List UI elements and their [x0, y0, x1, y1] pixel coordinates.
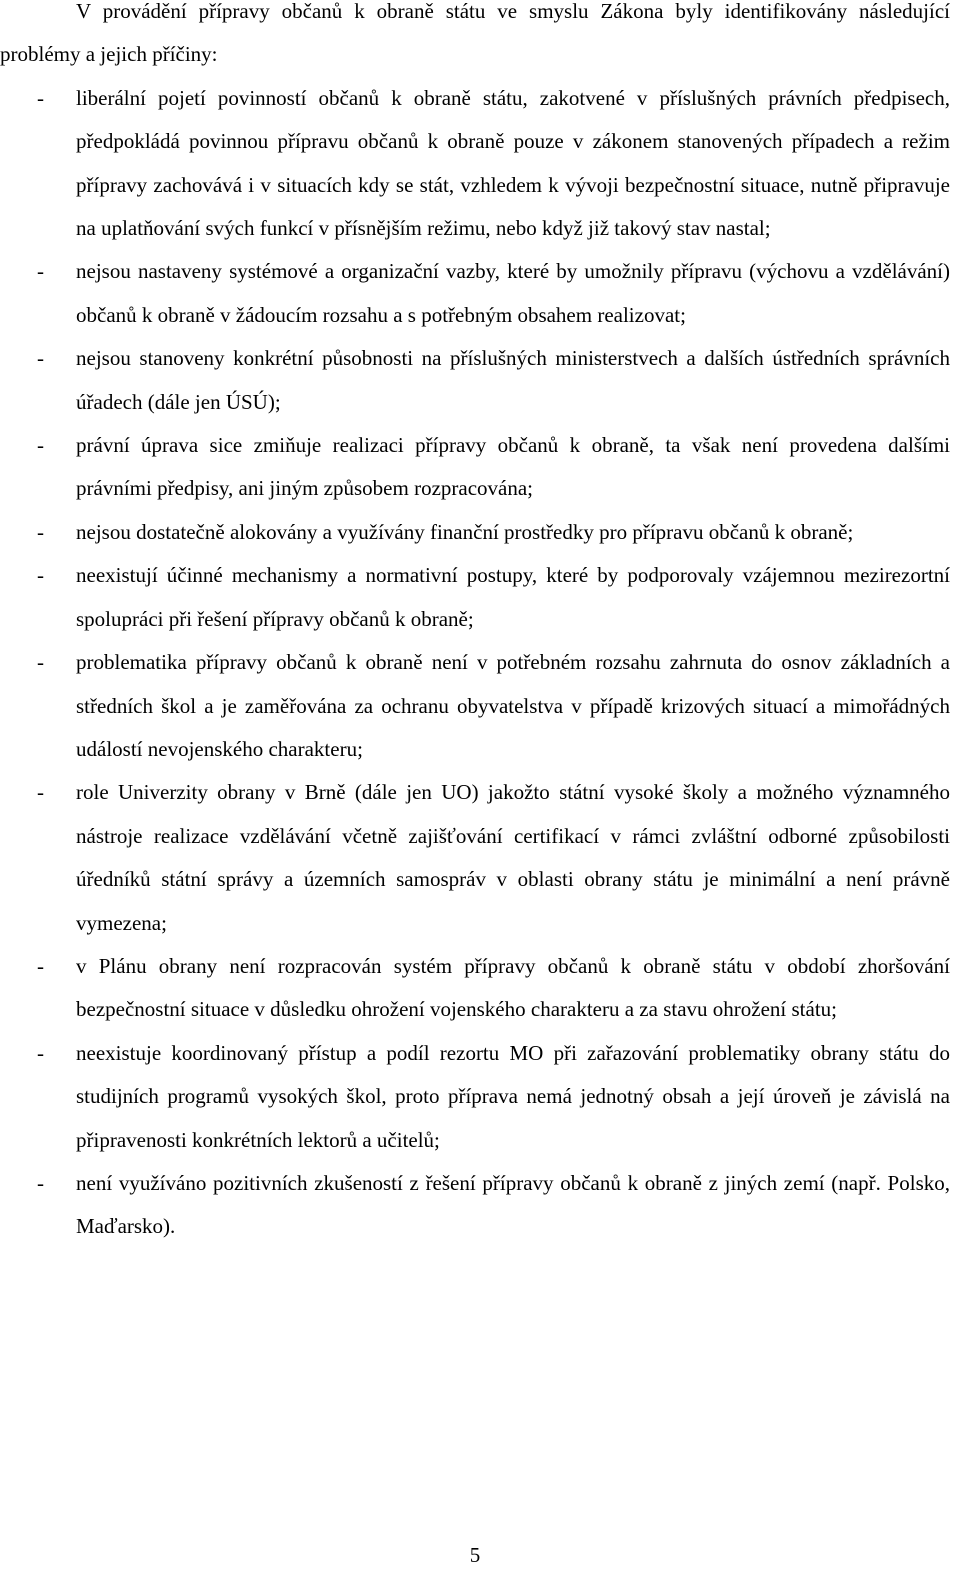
list-bullet: -	[37, 519, 44, 544]
list-bullet: -	[37, 85, 44, 110]
list-item-text: neexistují účinné mechanismy a normativní postupy, které by podporovaly vzájemnou mezirezortní spolupráci při řešení přípravy občanů k obraně;	[76, 563, 950, 631]
list-item	[0, 337, 950, 424]
list-item	[0, 1032, 950, 1162]
list-item	[0, 511, 950, 554]
list-item-text: neexistuje koordinovaný přístup a podíl rezortu MO při zařazování problematiky obrany státu do studijních programů vysokých škol, proto příprava nemá jednotný obsah a její úroveň je závislá na připravenosti konkrétních lektorů a učitelů;	[76, 1040, 950, 1152]
list-bullet: -	[37, 1040, 44, 1065]
list-item-text: není využíváno pozitivních zkušeností z řešení přípravy občanů k obraně z jiných zemí (např. Polsko, Maďarsko).	[76, 1170, 950, 1239]
list-item	[0, 945, 950, 1032]
list-bullet: -	[37, 650, 44, 675]
list-item	[0, 641, 950, 771]
list-item-text: problematika přípravy občanů k obraně není v potřebném rozsahu zahrnuta do osnov základních a středních škol a je zaměřována za ochranu obyvatelstva v případě krizových situací a mimořádných událostí nevojenského charakteru;	[76, 650, 950, 761]
list-bullet: -	[37, 780, 44, 805]
list-item-text: v Plánu obrany není rozpracován systém přípravy občanů k obraně státu v období zhoršování bezpečnostní situace v důsledku ohrožení vojenského charakteru a za stavu ohrožení státu;	[76, 953, 950, 1022]
list-item	[0, 771, 950, 945]
list-item	[0, 424, 950, 511]
list-item-text: nejsou dostatečně alokovány a využívány finanční prostředky pro přípravu občanů k obraně;	[76, 519, 854, 544]
list-bullet: -	[37, 563, 44, 588]
list-item-text: nejsou stanoveny konkrétní působnosti na příslušných ministerstvech a dalších ústředních správních úřadech (dále jen ÚSÚ);	[76, 346, 950, 414]
list-item-text: právní úprava sice zmiňuje realizaci přípravy občanů k obraně, ta však není provedena dalšími právními předpisy, ani jiným způsobem rozpracována;	[76, 433, 950, 501]
list-item	[0, 1162, 950, 1249]
list-item-text: role Univerzity obrany v Brně (dále jen UO) jakožto státní vysoké školy a možného významného nástroje realizace vzdělávání včetně zajišťování certifikací v rámci zvláštní odborné způsobilosti úředníků státní správy a územních samospráv v oblasti obrany státu je minimální a není právně vymezena;	[76, 780, 950, 935]
page-number: 5	[469, 1543, 481, 1567]
list-item	[0, 77, 950, 251]
intro-paragraph: V provádění přípravy občanů k obraně státu ve smyslu Zákona byly identifikovány následující problémy a jejich příčiny:	[0, 0, 950, 67]
list-bullet: -	[37, 346, 44, 371]
list-item-text: nejsou nastaveny systémové a organizační vazby, které by umožnily přípravu (výchovu a vzdělávání) občanů k obraně v žádoucím rozsahu a s potřebným obsahem realizovat;	[76, 259, 950, 327]
list-item	[0, 554, 950, 641]
list-bullet: -	[37, 259, 44, 284]
list-item-text: liberální pojetí povinností občanů k obraně státu, zakotvené v příslušných právních předpisech, předpokládá povinnou přípravu občanů k obraně pouze v zákonem stanovených případech a režim přípravy zachovává i v situacích kdy se stát, vzhledem k vývoji bezpečnostní situace, nutně připravuje na uplatňování svých funkcí v přísnějším režimu, nebo když již takový stav nastal;	[76, 85, 950, 241]
problem-list	[0, 77, 950, 1249]
list-item	[0, 250, 950, 337]
list-bullet: -	[37, 1170, 44, 1195]
list-bullet: -	[37, 433, 44, 458]
list-bullet: -	[37, 953, 44, 978]
